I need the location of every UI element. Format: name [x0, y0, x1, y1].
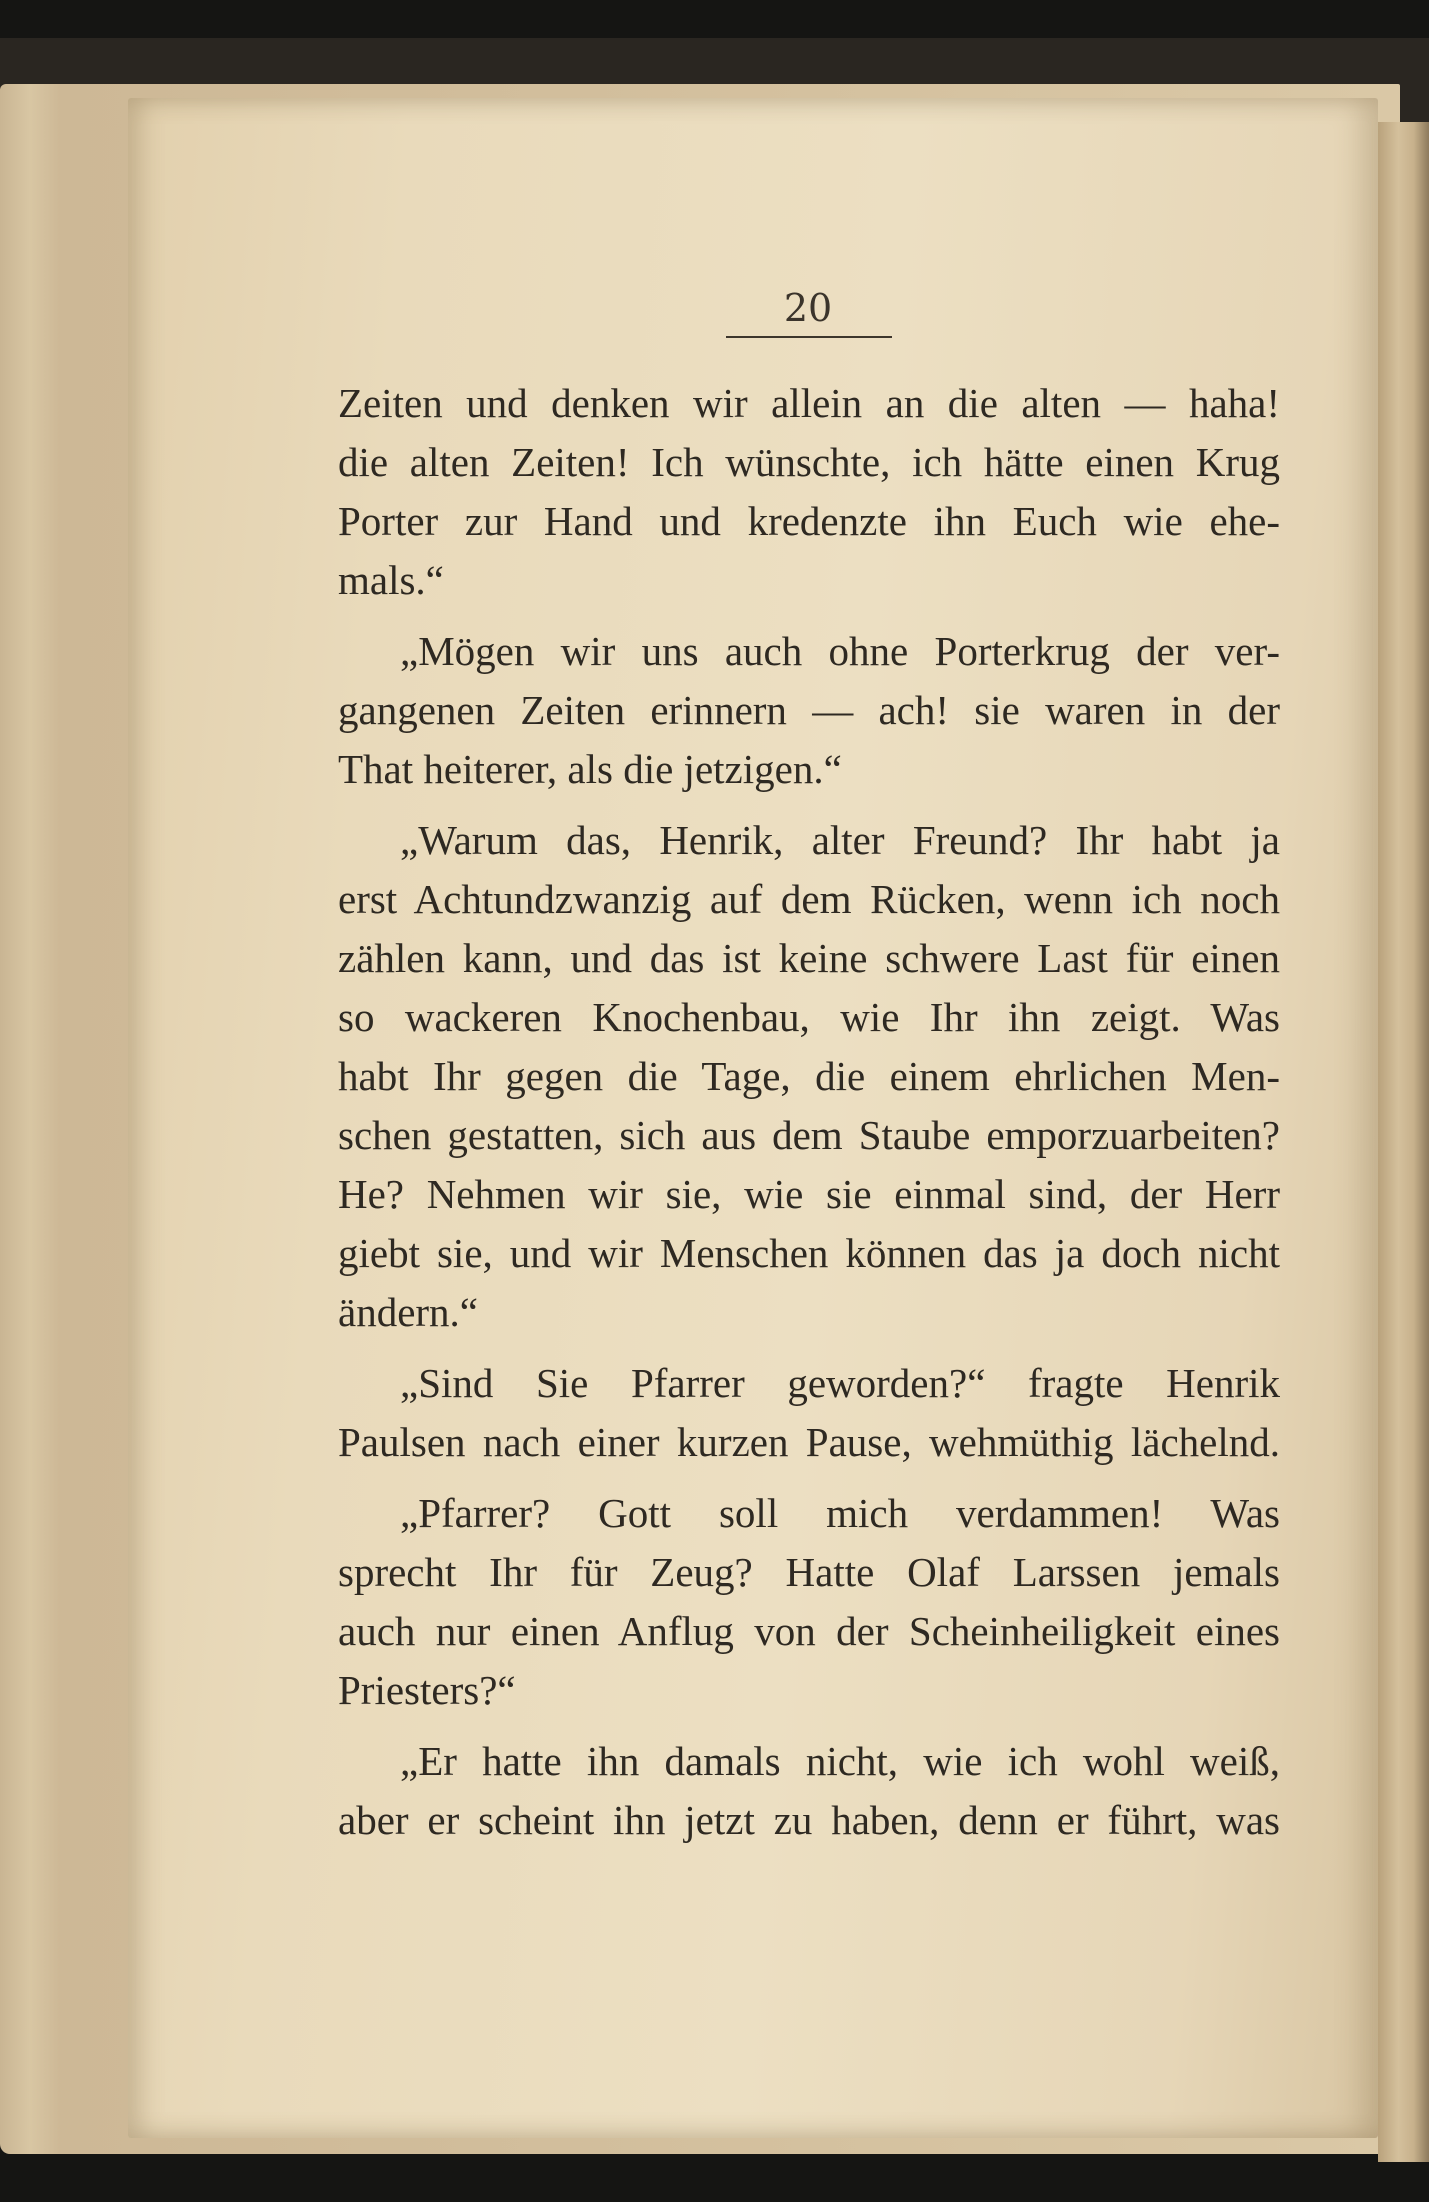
paragraph	[338, 1484, 1280, 1720]
paragraph	[338, 1354, 1280, 1472]
text-line: aber er scheint ihn jetzt zu haben, denn er führt, was	[338, 1797, 1280, 1843]
text-line: „Pfarrer? Gott soll mich verdammen! Was	[400, 1490, 1280, 1536]
page-text	[338, 374, 1280, 1862]
text-line: mals.“	[338, 557, 444, 603]
text-line: giebt sie, und wir Menschen können das ja doch nicht	[338, 1230, 1280, 1276]
paragraph	[338, 622, 1280, 799]
paragraph	[338, 374, 1280, 610]
text-line: „Warum das, Henrik, alter Freund? Ihr habt ja	[400, 817, 1280, 863]
text-line: Zeiten und denken wir allein an die alten — haha!	[338, 380, 1280, 426]
page-number-rule	[726, 336, 892, 338]
text-line: erst Achtundzwanzig auf dem Rücken, wenn ich noch	[338, 876, 1280, 922]
text-line: auch nur einen Anflug von der Scheinheiligkeit eines	[338, 1608, 1280, 1654]
paragraph	[338, 811, 1280, 1342]
text-line: He? Nehmen wir sie, wie sie einmal sind, der Herr	[338, 1171, 1280, 1217]
text-line: so wackeren Knochenbau, wie Ihr ihn zeigt. Was	[338, 994, 1280, 1040]
text-line: sprecht Ihr für Zeug? Hatte Olaf Larssen jemals	[338, 1549, 1280, 1595]
text-line: habt Ihr gegen die Tage, die einem ehrlichen Men-	[338, 1053, 1280, 1099]
text-line: Paulsen nach einer kurzen Pause, wehmüthig lächelnd.	[338, 1419, 1280, 1465]
paragraph	[338, 1732, 1280, 1850]
page-number: 20	[783, 286, 833, 330]
text-line: „Sind Sie Pfarrer geworden?“ fragte Henrik	[400, 1360, 1280, 1406]
text-line: „Mögen wir uns auch ohne Porterkrug der ver-	[400, 628, 1280, 674]
text-line: ändern.“	[338, 1289, 478, 1335]
text-line: zählen kann, und das ist keine schwere Last für einen	[338, 935, 1280, 981]
text-line: schen gestatten, sich aus dem Staube emporzuarbeiten?	[338, 1112, 1280, 1158]
text-line: „Er hatte ihn damals nicht, wie ich wohl weiß,	[400, 1738, 1280, 1784]
text-line: gangenen Zeiten erinnern — ach! sie waren in der	[338, 687, 1280, 733]
text-line: Priesters?“	[338, 1667, 516, 1713]
text-line: That heiterer, als die jetzigen.“	[338, 746, 842, 792]
page-edge-right	[1378, 122, 1429, 2162]
text-line: die alten Zeiten! Ich wünschte, ich hätte einen Krug	[338, 439, 1280, 485]
text-line: Porter zur Hand und kredenzte ihn Euch wie ehe-	[338, 498, 1280, 544]
